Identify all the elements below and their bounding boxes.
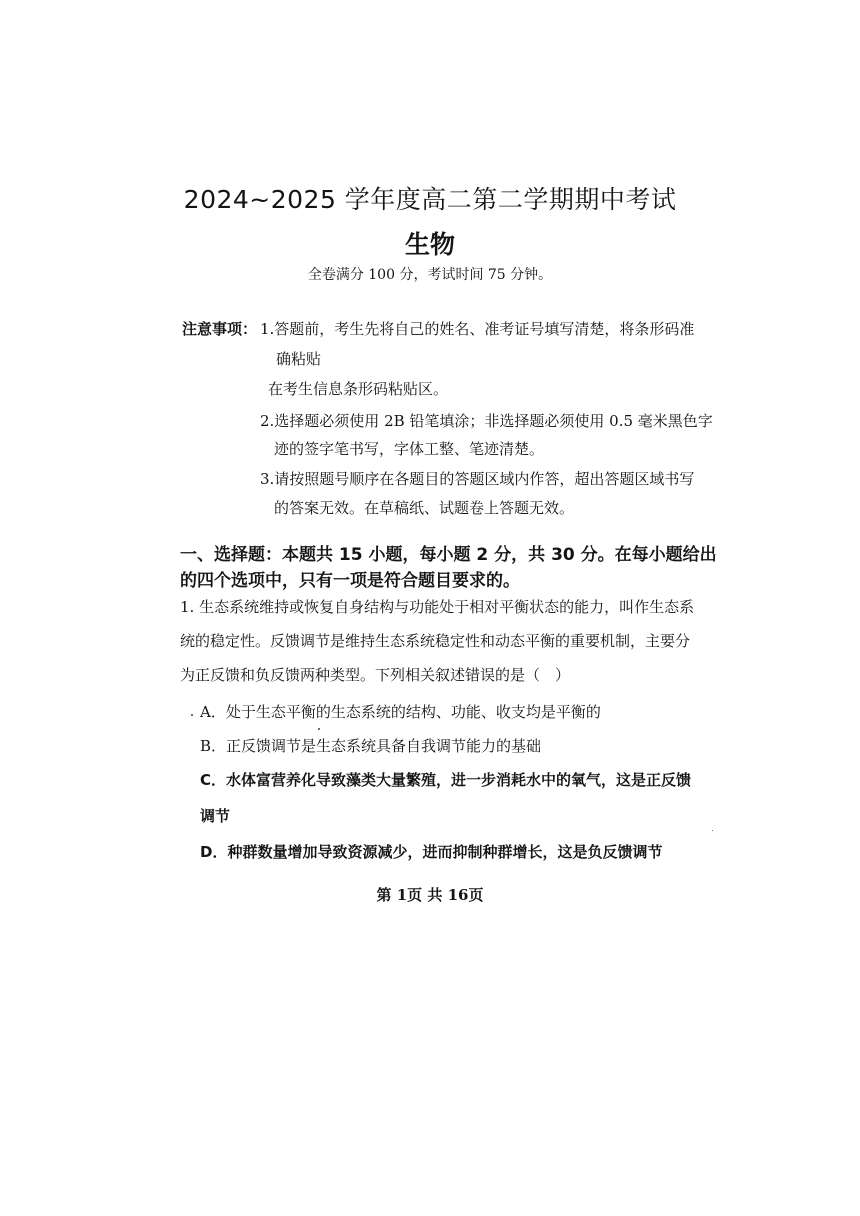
option-d: D．种群数量增加导致资源减少，进而抑制种群增长，这是负反馈调节 [200,843,663,861]
notice-line: 在考生信息条形码粘贴区。 [268,380,449,398]
notice-line: 2.选择题必须使用 2B 铅笔填涂；非选择题必须使用 0.5 毫米黑色字 [260,412,713,430]
option-b: B．正反馈调节是生态系统具备自我调节能力的基础 [200,737,542,755]
scan-speck [318,728,320,730]
subject-title: 生物 [404,230,455,259]
scan-speck [191,714,193,716]
section-heading: 一、选择题：本题共 15 小题，每小题 2 分，共 30 分。在每小题给出 [180,545,717,565]
notice-line: 确粘贴 [276,350,322,368]
exam-title: 2024~2025 学年度高二第二学期期中考试 [183,185,677,214]
page-footer: 第 1页 共 16页 [376,886,484,904]
question-stem: 1. 生态系统维持或恢复自身结构与功能处于相对平衡状态的能力，叫作生态系 [180,598,695,616]
notice-label: 注意事项： [182,320,258,338]
notice-line: 3.请按照题号顺序在各题目的答题区域内作答，超出答题区域书写 [260,470,695,488]
option-c: C．水体富营养化导致藻类大量繁殖，进一步消耗水中的氧气，这是正反馈 [200,771,692,789]
notice-line: 1.答题前，考生先将自己的姓名、准考证号填写清楚，将条形码准 [260,320,695,338]
notice-line: 迹的签字笔书写，字体工整、笔迹清楚。 [274,440,545,458]
exam-meta: 全卷满分 100 分，考试时间 75 分钟。 [307,267,553,283]
question-stem: 为正反馈和负反馈两种类型。下列相关叙述错误的是（ ） [180,666,571,684]
option-a: A．处于生态平衡的生态系统的结构、功能、收支均是平衡的 [200,703,601,721]
question-stem: 统的稳定性。反馈调节是维持生态系统稳定性和动态平衡的重要机制，主要分 [180,632,691,650]
notice-line: 的答案无效。在草稿纸、试题卷上答题无效。 [274,499,575,517]
option-c-continuation: 调节 [200,807,231,825]
scan-speck [712,830,713,831]
section-heading: 的四个选项中，只有一项是符合题目要求的。 [180,571,520,591]
